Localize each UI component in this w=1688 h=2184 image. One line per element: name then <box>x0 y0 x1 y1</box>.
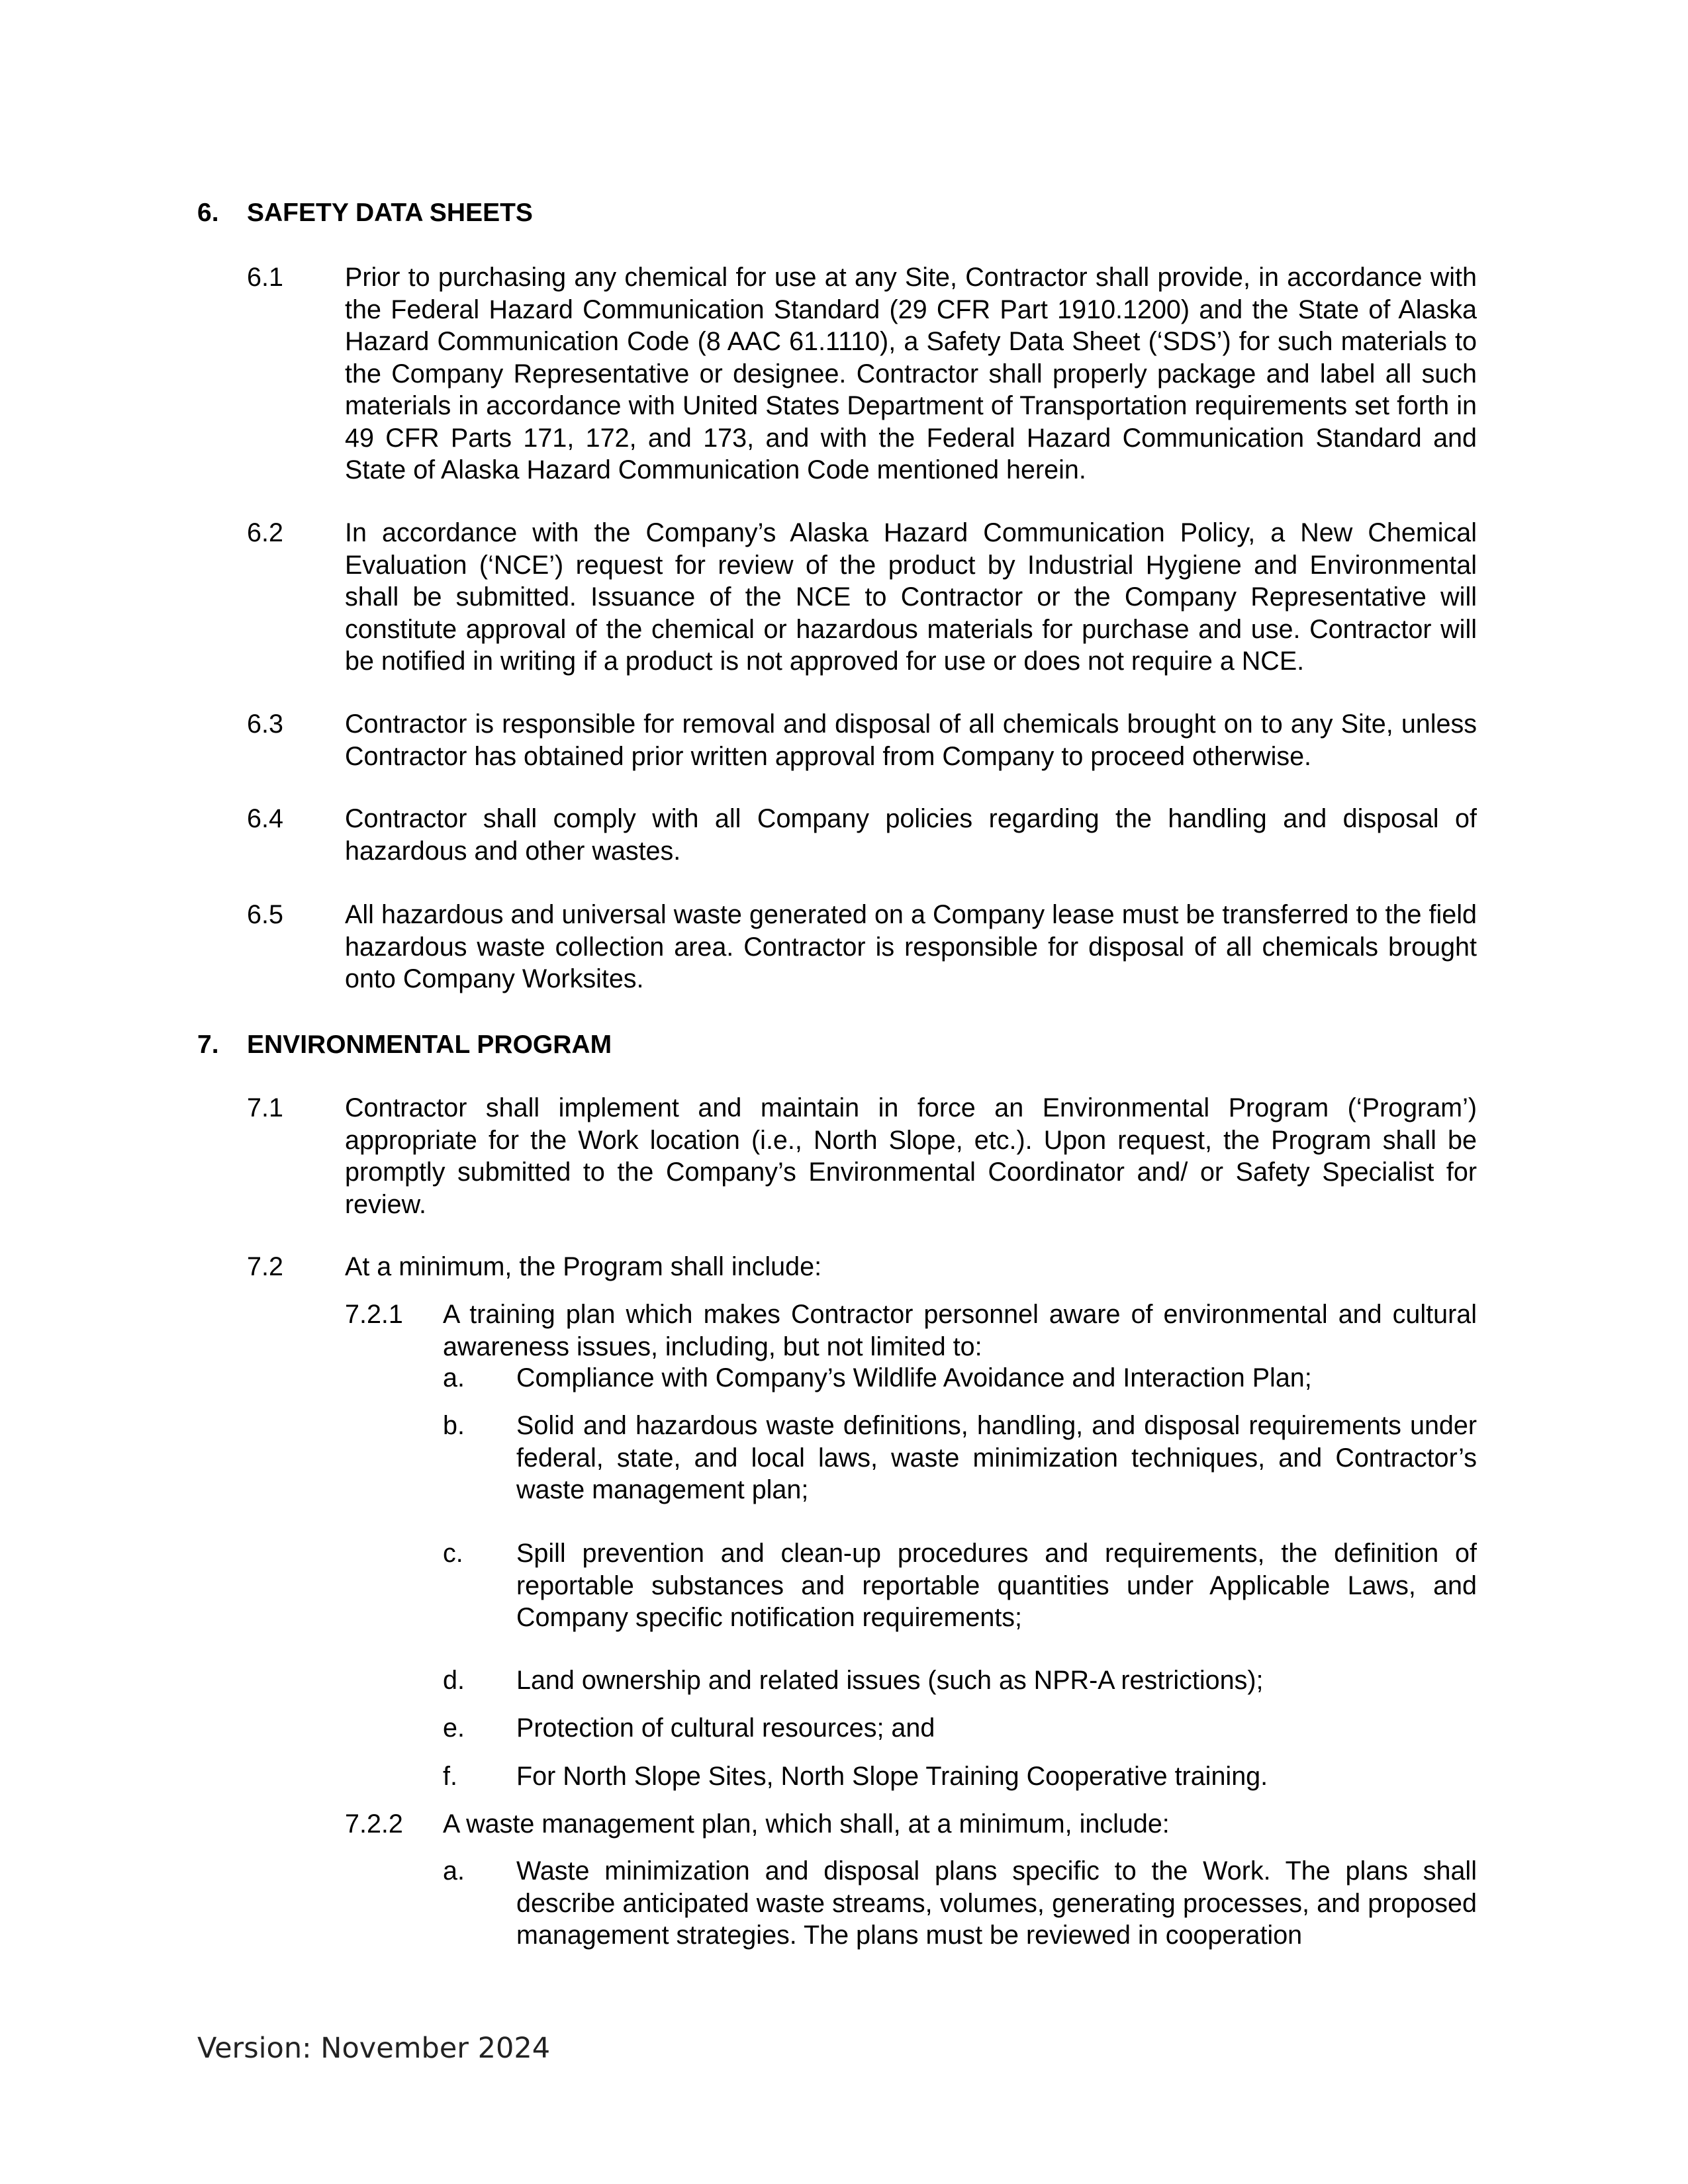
item-text: Contractor is responsible for removal and disposal of all chemicals brought on to any Site, unless Contractor has obtained prior written approval from Company to proceed otherwise. <box>345 709 1477 771</box>
item-text: All hazardous and universal waste generated on a Company lease must be transferred to the field hazardous waste collection area. Contractor is responsible for disposal of all chemicals brought onto Company Worksites. <box>345 900 1477 993</box>
item-text: Contractor shall comply with all Company policies regarding the handling and disposal of hazardous and other wastes. <box>345 804 1477 866</box>
item-number: 7.2 <box>247 1252 283 1281</box>
item-letter: e. <box>443 1713 465 1743</box>
list-item-7-2-1-a <box>443 1362 1688 1394</box>
item-text: Compliance with Company’s Wildlife Avoidance and Interaction Plan; <box>516 1363 1312 1392</box>
item-text: Protection of cultural resources; and <box>516 1713 935 1743</box>
item-number: 7.2.2 <box>345 1809 403 1839</box>
paragraph-7-2 <box>247 1251 1688 1283</box>
item-text: Solid and hazardous waste definitions, handling, and disposal requirements under federal, state, and local laws, waste minimization techniques, and Contractor’s waste management plan; <box>516 1411 1477 1504</box>
paragraph-6-3 <box>247 708 1688 772</box>
item-number: 7.2.1 <box>345 1300 403 1329</box>
list-item-7-2-2-a <box>443 1855 1688 1952</box>
item-letter: a. <box>443 1856 465 1886</box>
paragraph-7-2-2 <box>345 1808 1688 1841</box>
item-text: Prior to purchasing any chemical for use at any Site, Contractor shall provide, in accordance with the Federal Hazard Communication Standard (29 CFR Part 1910.1200) and the State of Alaska Hazard Communication Code (8 AAC 61.1110), a Safety Data Sheet (‘SDS’) for such materials to the Company Representative or designee. Contractor shall properly package and label all such materials in accordance with United States Department of Transportation requirements set forth in 49 CFR Parts 171, 172, and 173, and with the Federal Hazard Communication Standard and State of Alaska Hazard Communication Code mentioned herein. <box>345 263 1477 484</box>
paragraph-6-4 <box>247 803 1688 867</box>
list-item-7-2-1-e <box>443 1712 1688 1745</box>
item-text: A waste management plan, which shall, at a minimum, include: <box>443 1809 1170 1839</box>
section-number: 7. <box>197 1030 219 1059</box>
list-item-7-2-1-f <box>443 1760 1688 1793</box>
section-number: 6. <box>197 199 219 227</box>
paragraph-6-5 <box>247 899 1688 995</box>
item-number: 6.5 <box>247 900 283 929</box>
list-item-7-2-1-b <box>443 1410 1688 1506</box>
item-text: Spill prevention and clean-up procedures and requirements, the definition of reportable substances and reportable quantities under Applicable Laws, and Company specific notification requirements; <box>516 1539 1477 1632</box>
section-heading-7 <box>197 1029 1521 1061</box>
version-footer: Version: November 2024 <box>197 2032 551 2065</box>
item-number: 7.1 <box>247 1093 283 1122</box>
list-item-7-2-1-d <box>443 1664 1688 1697</box>
item-number: 6.3 <box>247 709 283 739</box>
section-heading-6 <box>197 197 1521 229</box>
item-text: In accordance with the Company’s Alaska Hazard Communication Policy, a New Chemical Evaluation (‘NCE’) request for review of the product by Industrial Hygiene and Environmental shall be submitted. Issuance of the NCE to Contractor or the Company Representative will constitute approval of the chemical or hazardous materials for purchase and use. Contractor will be notified in writing if a product is not approved for use or does not require a NCE. <box>345 518 1477 676</box>
paragraph-6-1 <box>247 261 1688 486</box>
item-text: A training plan which makes Contractor personnel aware of environmental and cultural awareness issues, including, but not limited to: <box>443 1300 1477 1361</box>
section-title: SAFETY DATA SHEETS <box>247 199 533 227</box>
section-title: ENVIRONMENTAL PROGRAM <box>247 1030 612 1059</box>
paragraph-6-2 <box>247 517 1688 678</box>
item-text: For North Slope Sites, North Slope Training Cooperative training. <box>516 1762 1268 1791</box>
item-text: Waste minimization and disposal plans specific to the Work. The plans shall describe anticipated waste streams, volumes, generating processes, and proposed management strategies. The plans must be reviewed in cooperation <box>516 1856 1477 1950</box>
item-letter: b. <box>443 1411 465 1440</box>
item-letter: f. <box>443 1762 457 1791</box>
item-number: 6.1 <box>247 263 283 292</box>
paragraph-7-2-1 <box>345 1298 1688 1363</box>
item-letter: c. <box>443 1539 463 1568</box>
item-text: Land ownership and related issues (such as NPR-A restrictions); <box>516 1666 1264 1695</box>
item-text: Contractor shall implement and maintain in force an Environmental Program (‘Program’) appropriate for the Work location (i.e., North Slope, etc.). Upon request, the Program shall be promptly submitted to the Company’s Environmental Coordinator and/ or Safety Specialist for review. <box>345 1093 1477 1219</box>
item-number: 6.4 <box>247 804 283 833</box>
item-number: 6.2 <box>247 518 283 547</box>
item-text: At a minimum, the Program shall include: <box>345 1252 822 1281</box>
list-item-7-2-1-c <box>443 1537 1688 1634</box>
paragraph-7-1 <box>247 1092 1688 1220</box>
item-letter: a. <box>443 1363 465 1392</box>
item-letter: d. <box>443 1666 465 1695</box>
